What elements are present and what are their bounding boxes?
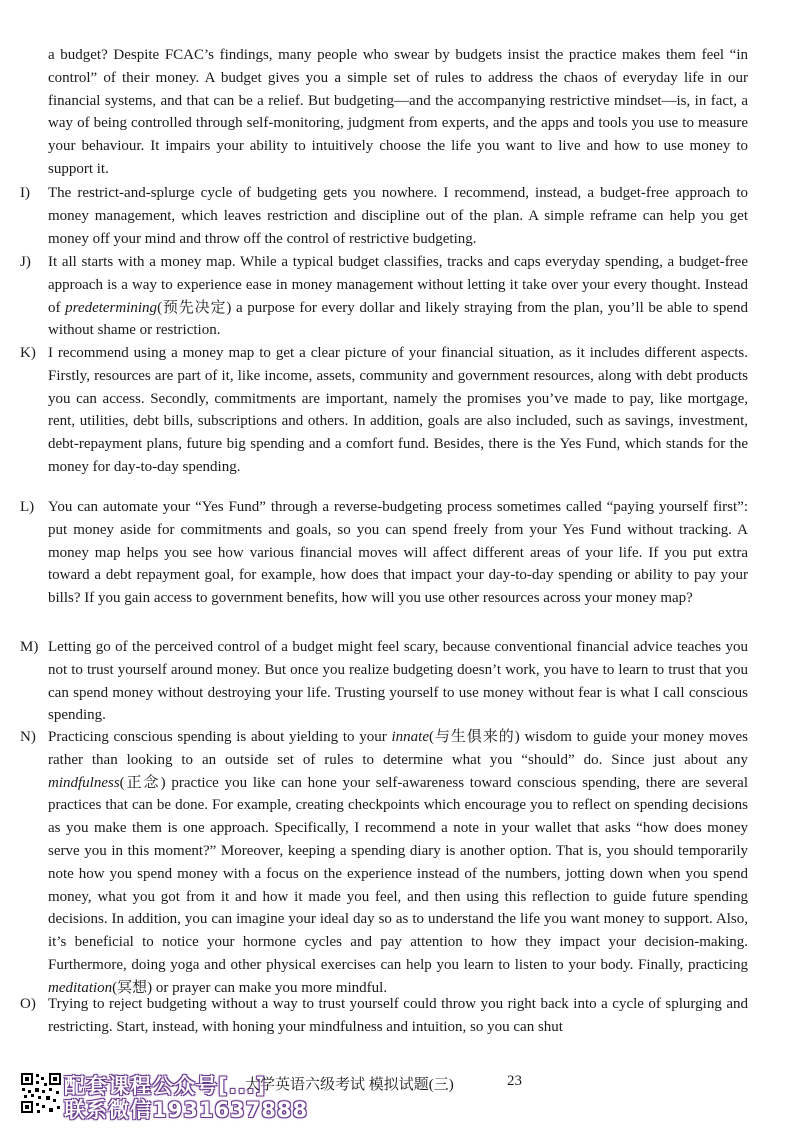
glossed-term: innate <box>391 729 429 745</box>
paragraph-text: wisdom to guide your money moves rather than looking to an outside set of rules to determine what you “should” do. Since just about any <box>48 729 748 768</box>
term-gloss: (与生俱来的) <box>428 729 520 745</box>
paragraph-text: Trying to reject budgeting without a way to trust yourself could throw you right back into a cycle of splurging and restricting. Start, instead, with honing your mindfulness and intuition, so you can shut <box>48 996 748 1035</box>
page-footer <box>0 1070 800 1125</box>
paragraph-label: I) <box>20 185 30 201</box>
paragraph-text: practice you like can hone your self-awareness toward conscious spending, there are several practices that can be done. For example, creating checkpoints which encourage you to reflect on spending decisions as you make them is one approach. Specifically, I recommend a note in your wallet that asks “how does money serve you in this moment?” Moreover, keeping a spending diary is another option. That is, you should temporarily note how you spend money with a focus on the experience instead of the numbers, jotting down when you spend money, what you got from it and how it made you feel, and then using this reflection to guide future spending decisions. In addition, you can imagine your ideal day so as to understand the life you want money to support. Also, it’s beneficial to notice your hormone cycles and pay attention to how they impact your decision-making. Furthermore, doing yoga and other physical exercises can help you learn to listen to your body. Finally, practicing <box>48 774 748 973</box>
paragraph-label: J) <box>20 254 31 270</box>
watermark-line-1: 配套课程公众号[...] <box>64 1074 267 1098</box>
paragraph-text: Letting go of the perceived control of a budget might feel scary, because conventional financial advice teaches you not to trust yourself around money. But once you realize budgeting doesn’t work, you have to learn to trust that you can spend money without destroying your life. Trusting yourself to use money without fear is what I call conscious spending. <box>48 639 748 724</box>
paragraph-O <box>20 993 748 1039</box>
paragraph-text: I recommend using a money map to get a clear picture of your financial situation, as it includes different aspects. Firstly, resources are part of it, like income, assets, community and government resources, along with debt products you can access. Secondly, commitments are important, namely the promises you’ve made to pay, like mortgage, rent, utilities, debt bills, subscriptions and others. In addition, goals are also included, such as savings, investment, debt-repayment plans, future big spending and a comfort fund. Besides, there is the Yes Fund, which stands for the money for day-to-day spending. <box>48 345 748 475</box>
paragraph-label: O) <box>20 996 36 1012</box>
paragraph-label: M) <box>20 639 39 655</box>
paragraph-text: It all starts with a money map. While a typical budget classifies, tracks and caps everyday spending, a budget-free approach is a way to experience ease in money management without letting it take over your every thought. Instead of <box>48 254 748 316</box>
paragraph-text: You can automate your “Yes Fund” through a reverse-budgeting process sometimes called “paying yourself first”: put money aside for commitments and goals, so you can spend freely from your Yes Fund without tracking. A money map helps you see how various financial moves will affect different areas of your life. If you put extra toward a debt repayment goal, for example, how does that impact your day-to-day spending or ability to pay your bills? If you gain access to government benefits, how will you use other resources across your money map? <box>48 499 748 607</box>
paragraph-L <box>20 496 748 610</box>
paragraph-label: L) <box>20 499 35 515</box>
paragraph-lead <box>48 44 748 181</box>
paragraph-text: or prayer can make you more mindful. <box>152 979 388 996</box>
paragraph-label: N) <box>20 729 36 745</box>
footer-title: 大学英语六级考试 模拟试题(三) <box>245 1077 454 1093</box>
paragraph-M <box>20 636 748 727</box>
paragraph-text: a purpose for every dollar and likely straying from the plan, you’ll be able to spend without shame or restriction. <box>48 299 749 339</box>
paragraph-label: K) <box>20 345 36 361</box>
glossed-term: meditation <box>48 979 113 996</box>
paragraph-text: The restrict-and-splurge cycle of budgeting gets you nowhere. I recommend, instead, a budget-free approach to money management, which leaves restriction and discipline out of the plan. A simple reframe can help you get money off your mind and throw off the control of restrictive budgeting. <box>48 185 748 247</box>
term-gloss: (冥想) <box>112 979 153 996</box>
paragraph-text: a budget? Despite FCAC’s findings, many people who swear by budgets insist the practice makes them feel “in control” of their money. A budget gives you a simple set of rules to address the chaos of everyday life in our financial systems, and that can be a relief. But budgeting—and the accompanying restrictive mindset—is, in fact, a way of being controlled through self-monitoring, judgment from experts, and the apps and tools you use to measure your behaviour. It impairs your ability to intuitively choose the life you want to live and how to use money to support it. <box>48 47 748 177</box>
paragraph-K <box>20 342 748 479</box>
paragraph-text: Practicing conscious spending is about yielding to your <box>48 729 392 745</box>
glossed-term: predetermining <box>65 299 158 316</box>
glossed-term: mindfulness <box>48 774 120 791</box>
watermark-line-2: 联系微信1931637888 <box>64 1098 309 1122</box>
paragraph-I <box>20 182 748 250</box>
qr-code-icon <box>20 1072 62 1114</box>
paragraph-J <box>20 251 749 342</box>
term-gloss: (正念) <box>119 774 166 791</box>
paragraph-N <box>20 726 748 1000</box>
term-gloss: (预先决定) <box>157 299 232 316</box>
page-number: 23 <box>507 1073 522 1089</box>
